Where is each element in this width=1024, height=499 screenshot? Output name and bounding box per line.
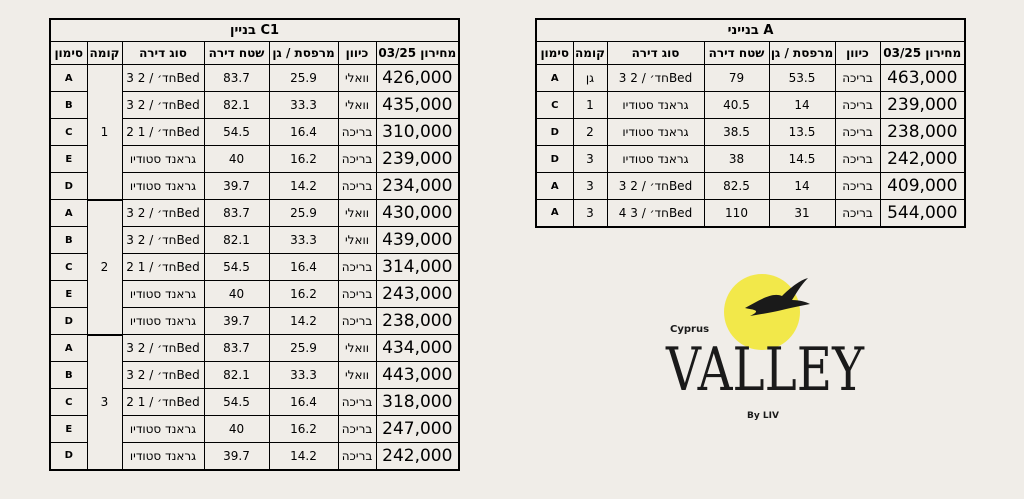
cell-balcony: 25.9: [269, 65, 338, 92]
cell-balcony: 14.5: [769, 146, 835, 173]
cell-area: 39.7: [204, 443, 269, 470]
table-row: [536, 173, 965, 200]
cell-price: 243,000: [376, 281, 459, 308]
cell-direction: וואלי: [338, 362, 376, 389]
cell-price: 239,000: [376, 146, 459, 173]
header-code: סימון: [50, 42, 87, 65]
cell-balcony: 14.2: [269, 308, 338, 335]
cell-price: 247,000: [376, 416, 459, 443]
cell-direction: בריכה: [835, 92, 880, 119]
cell-direction: בריכה: [338, 443, 376, 470]
table-row: [536, 65, 965, 92]
cell-balcony: 33.3: [269, 362, 338, 389]
cell-type: גראנד סטודיו: [122, 281, 204, 308]
logo-top-text: Cyprus: [670, 324, 710, 335]
cyprus-valley-logo: [650, 270, 880, 430]
header-type: סוג דירה: [122, 42, 204, 65]
cell-direction: וואלי: [338, 227, 376, 254]
cell-code: E: [50, 281, 87, 308]
cell-code: A: [50, 65, 87, 92]
cell-direction: בריכה: [338, 254, 376, 281]
table-row: [536, 200, 965, 227]
cell-balcony: 14: [769, 173, 835, 200]
cell-direction: בריכה: [835, 173, 880, 200]
cell-direction: וואלי: [338, 92, 376, 119]
cell-type: 3 חד׳ / 2Bed: [607, 65, 704, 92]
header-type: סוג דירה: [607, 42, 704, 65]
cell-type: גראנד סטודיו: [607, 119, 704, 146]
cell-area: 82.1: [204, 227, 269, 254]
cell-price: 435,000: [376, 92, 459, 119]
header-balcony: מרפסת / גן: [269, 42, 338, 65]
cell-floor: 2: [87, 200, 122, 335]
cell-area: 83.7: [204, 65, 269, 92]
cell-floor: 2: [573, 119, 607, 146]
cell-floor: גן: [573, 65, 607, 92]
cell-direction: בריכה: [338, 416, 376, 443]
cell-price: 242,000: [376, 443, 459, 470]
cell-code: E: [50, 146, 87, 173]
table-row: [536, 119, 965, 146]
cell-area: 82.1: [204, 362, 269, 389]
cell-balcony: 33.3: [269, 92, 338, 119]
cell-price: 239,000: [880, 92, 965, 119]
cell-type: 3 חד׳ / 2Bed: [122, 200, 204, 227]
cell-area: 39.7: [204, 308, 269, 335]
cell-code: E: [50, 416, 87, 443]
cell-area: 40: [204, 281, 269, 308]
cell-code: D: [50, 173, 87, 200]
cell-code: C: [50, 119, 87, 146]
cell-area: 39.7: [204, 173, 269, 200]
cell-code: A: [536, 173, 573, 200]
cell-balcony: 33.3: [269, 227, 338, 254]
cell-floor: 3: [573, 200, 607, 227]
cell-area: 82.1: [204, 92, 269, 119]
cell-balcony: 16.4: [269, 254, 338, 281]
cell-balcony: 16.4: [269, 119, 338, 146]
cell-direction: בריכה: [338, 281, 376, 308]
header-direction: כיוון: [835, 42, 880, 65]
cell-direction: בריכה: [835, 200, 880, 227]
cell-direction: וואלי: [338, 200, 376, 227]
cell-type: גראנד סטודיו: [607, 92, 704, 119]
cell-code: C: [50, 389, 87, 416]
cell-balcony: 14: [769, 92, 835, 119]
cell-type: גראנד סטודיו: [122, 146, 204, 173]
cell-area: 40: [204, 416, 269, 443]
header-area: שטח דירה: [704, 42, 769, 65]
cell-price: 544,000: [880, 200, 965, 227]
cell-code: B: [50, 92, 87, 119]
cell-area: 83.7: [204, 335, 269, 362]
cell-price: 238,000: [376, 308, 459, 335]
cell-balcony: 16.4: [269, 389, 338, 416]
cell-type: 2 חד׳ / 1Bed: [122, 119, 204, 146]
cell-balcony: 16.2: [269, 146, 338, 173]
cell-type: 3 חד׳ / 2Bed: [122, 335, 204, 362]
cell-type: גראנד סטודיו: [122, 173, 204, 200]
cell-price: 430,000: [376, 200, 459, 227]
cell-area: 38: [704, 146, 769, 173]
cell-price: 434,000: [376, 335, 459, 362]
cell-balcony: 16.2: [269, 281, 338, 308]
cell-price: 443,000: [376, 362, 459, 389]
cell-direction: בריכה: [338, 119, 376, 146]
cell-direction: בריכה: [835, 146, 880, 173]
cell-direction: בריכה: [835, 119, 880, 146]
cell-type: 3 חד׳ / 2Bed: [122, 227, 204, 254]
cell-floor: 1: [573, 92, 607, 119]
cell-area: 82.5: [704, 173, 769, 200]
cell-code: D: [536, 119, 573, 146]
building-c1-price-table: [49, 18, 460, 471]
cell-code: C: [50, 254, 87, 281]
table-row: [536, 146, 965, 173]
cell-area: 79: [704, 65, 769, 92]
table-row: [50, 65, 459, 92]
cell-price: 426,000: [376, 65, 459, 92]
cell-code: D: [50, 443, 87, 470]
cell-price: 318,000: [376, 389, 459, 416]
header-area: שטח דירה: [204, 42, 269, 65]
cell-direction: וואלי: [338, 65, 376, 92]
cell-floor: 3: [573, 173, 607, 200]
cell-balcony: 13.5: [769, 119, 835, 146]
cell-code: A: [536, 200, 573, 227]
cell-direction: בריכה: [338, 389, 376, 416]
cell-price: 463,000: [880, 65, 965, 92]
cell-area: 40: [204, 146, 269, 173]
cell-code: D: [50, 308, 87, 335]
table-row: [50, 200, 459, 227]
cell-balcony: 53.5: [769, 65, 835, 92]
cell-code: B: [50, 362, 87, 389]
cell-price: 238,000: [880, 119, 965, 146]
cell-balcony: 25.9: [269, 335, 338, 362]
cell-type: גראנד סטודיו: [607, 146, 704, 173]
cell-code: A: [50, 335, 87, 362]
cell-floor: 3: [87, 335, 122, 470]
cell-direction: בריכה: [338, 173, 376, 200]
cell-balcony: 14.2: [269, 173, 338, 200]
cell-price: 409,000: [880, 173, 965, 200]
cell-type: 3 חד׳ / 2Bed: [607, 173, 704, 200]
table-row: [536, 92, 965, 119]
cell-type: 2 חד׳ / 1Bed: [122, 389, 204, 416]
cell-price: 242,000: [880, 146, 965, 173]
cell-direction: בריכה: [338, 146, 376, 173]
cell-balcony: 25.9: [269, 200, 338, 227]
cell-type: 4 חד׳ / 3Bed: [607, 200, 704, 227]
cell-code: C: [536, 92, 573, 119]
cell-area: 83.7: [204, 200, 269, 227]
header-price: מחירון 03/25: [376, 42, 459, 65]
header-price: מחירון 03/25: [880, 42, 965, 65]
cell-code: A: [536, 65, 573, 92]
cell-price: 310,000: [376, 119, 459, 146]
building-a-price-table: [535, 18, 966, 228]
header-balcony: מרפסת / גן: [769, 42, 835, 65]
header-code: סימון: [536, 42, 573, 65]
cell-balcony: 31: [769, 200, 835, 227]
cell-area: 38.5: [704, 119, 769, 146]
cell-price: 234,000: [376, 173, 459, 200]
logo-main-text: VALLEY: [665, 335, 866, 405]
cell-type: גראנד סטודיו: [122, 416, 204, 443]
cell-type: 3 חד׳ / 2Bed: [122, 362, 204, 389]
cell-type: גראנד סטודיו: [122, 308, 204, 335]
cell-code: A: [50, 200, 87, 227]
cell-price: 314,000: [376, 254, 459, 281]
cell-type: גראנד סטודיו: [122, 443, 204, 470]
cell-type: 3 חד׳ / 2Bed: [122, 92, 204, 119]
cell-area: 54.5: [204, 389, 269, 416]
building-c1-title: בניין C1: [50, 19, 459, 42]
cell-area: 54.5: [204, 254, 269, 281]
cell-direction: בריכה: [338, 308, 376, 335]
cell-type: 2 חד׳ / 1Bed: [122, 254, 204, 281]
table-row: [50, 335, 459, 362]
cell-balcony: 16.2: [269, 416, 338, 443]
cell-direction: וואלי: [338, 335, 376, 362]
cell-code: B: [50, 227, 87, 254]
cell-floor: 3: [573, 146, 607, 173]
cell-price: 439,000: [376, 227, 459, 254]
cell-floor: 1: [87, 65, 122, 200]
building-a-title: בנייני A: [536, 19, 965, 42]
logo-bottom-text: By LIV: [747, 411, 779, 421]
header-floor: קומה: [573, 42, 607, 65]
cell-area: 110: [704, 200, 769, 227]
header-direction: כיוון: [338, 42, 376, 65]
cell-code: D: [536, 146, 573, 173]
cell-type: 3 חד׳ / 2Bed: [122, 65, 204, 92]
cell-area: 40.5: [704, 92, 769, 119]
header-floor: קומה: [87, 42, 122, 65]
cell-balcony: 14.2: [269, 443, 338, 470]
cell-area: 54.5: [204, 119, 269, 146]
cell-direction: בריכה: [835, 65, 880, 92]
